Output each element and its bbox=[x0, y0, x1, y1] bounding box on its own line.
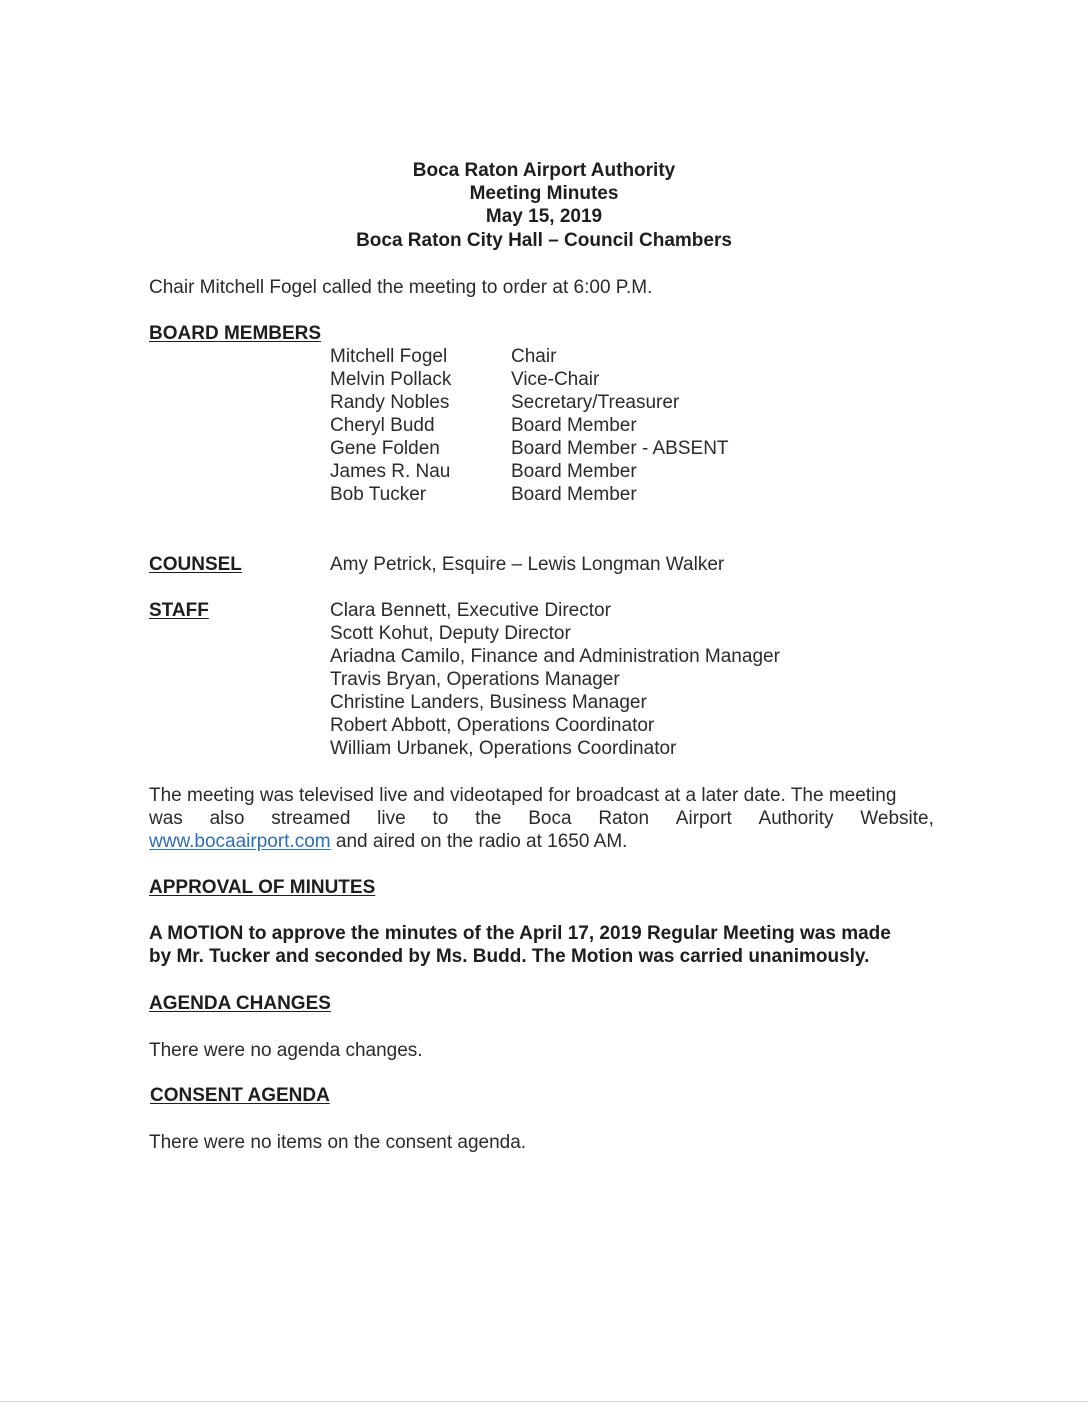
staff-member: Robert Abbott, Operations Coordinator bbox=[330, 715, 655, 736]
member-role: Secretary/Treasurer bbox=[511, 392, 680, 413]
staff-member: William Urbanek, Operations Coordinator bbox=[330, 738, 677, 759]
counsel-text: Amy Petrick, Esquire – Lewis Longman Walker bbox=[330, 554, 725, 575]
staff-member: Scott Kohut, Deputy Director bbox=[330, 623, 571, 644]
staff-member: Clara Bennett, Executive Director bbox=[330, 600, 611, 621]
member-role: Vice-Chair bbox=[511, 369, 600, 390]
broadcast-line-2 bbox=[149, 807, 934, 830]
motion-line-1: A MOTION to approve the minutes of the April 17, 2019 Regular Meeting was made bbox=[149, 923, 891, 944]
staff-heading: STAFF bbox=[149, 600, 209, 621]
member-role: Board Member bbox=[511, 461, 637, 482]
org-title: Boca Raton Airport Authority bbox=[412, 160, 676, 181]
member-name: Melvin Pollack bbox=[330, 369, 452, 390]
doc-title: Meeting Minutes bbox=[469, 183, 619, 204]
staff-member: Christine Landers, Business Manager bbox=[330, 692, 647, 713]
broadcast-line-3 bbox=[149, 830, 627, 853]
member-name: James R. Nau bbox=[330, 461, 451, 482]
member-role: Board Member bbox=[511, 415, 637, 436]
word: streamed bbox=[271, 808, 351, 829]
staff-member: Travis Bryan, Operations Manager bbox=[330, 669, 620, 690]
agenda-changes-heading: AGENDA CHANGES bbox=[149, 993, 331, 1014]
meeting-location: Boca Raton City Hall – Council Chambers bbox=[356, 230, 732, 251]
counsel-heading: COUNSEL bbox=[149, 554, 242, 575]
word: also bbox=[209, 808, 245, 829]
member-name: Gene Folden bbox=[330, 438, 440, 459]
approval-of-minutes-heading: APPROVAL OF MINUTES bbox=[149, 877, 376, 898]
word: to bbox=[432, 808, 449, 829]
word: Airport bbox=[675, 808, 732, 829]
consent-agenda-heading: CONSENT AGENDA bbox=[150, 1085, 330, 1106]
broadcast-line-1: The meeting was televised live and videotaped for broadcast at a later date. The meeting bbox=[149, 785, 897, 806]
word: live bbox=[377, 808, 406, 829]
member-name: Bob Tucker bbox=[330, 484, 427, 505]
word: Authority bbox=[758, 808, 834, 829]
motion-line-2: by Mr. Tucker and seconded by Ms. Budd. The Motion was carried unanimously. bbox=[149, 946, 870, 967]
member-role: Chair bbox=[511, 346, 557, 367]
meeting-date: May 15, 2019 bbox=[485, 206, 603, 227]
word: Raton bbox=[598, 808, 650, 829]
member-name: Mitchell Fogel bbox=[330, 346, 448, 367]
member-name: Randy Nobles bbox=[330, 392, 450, 413]
member-role: Board Member - ABSENT bbox=[511, 438, 729, 459]
website-link[interactable]: www.bocaairport.com bbox=[149, 831, 331, 852]
page-bottom-edge bbox=[0, 1401, 1088, 1402]
broadcast-line-3-text: and aired on the radio at 1650 AM. bbox=[330, 831, 628, 852]
member-name: Cheryl Budd bbox=[330, 415, 435, 436]
staff-member: Ariadna Camilo, Finance and Administration Manager bbox=[330, 646, 780, 667]
word: Boca bbox=[528, 808, 572, 829]
member-role: Board Member bbox=[511, 484, 637, 505]
word: Website, bbox=[860, 808, 934, 829]
word: was bbox=[149, 808, 183, 829]
word: the bbox=[475, 808, 502, 829]
consent-agenda-text: There were no items on the consent agenda. bbox=[149, 1132, 527, 1153]
call-to-order: Chair Mitchell Fogel called the meeting to order at 6:00 P.M. bbox=[149, 277, 653, 298]
agenda-changes-text: There were no agenda changes. bbox=[149, 1040, 423, 1061]
board-members-heading: BOARD MEMBERS bbox=[149, 323, 322, 344]
